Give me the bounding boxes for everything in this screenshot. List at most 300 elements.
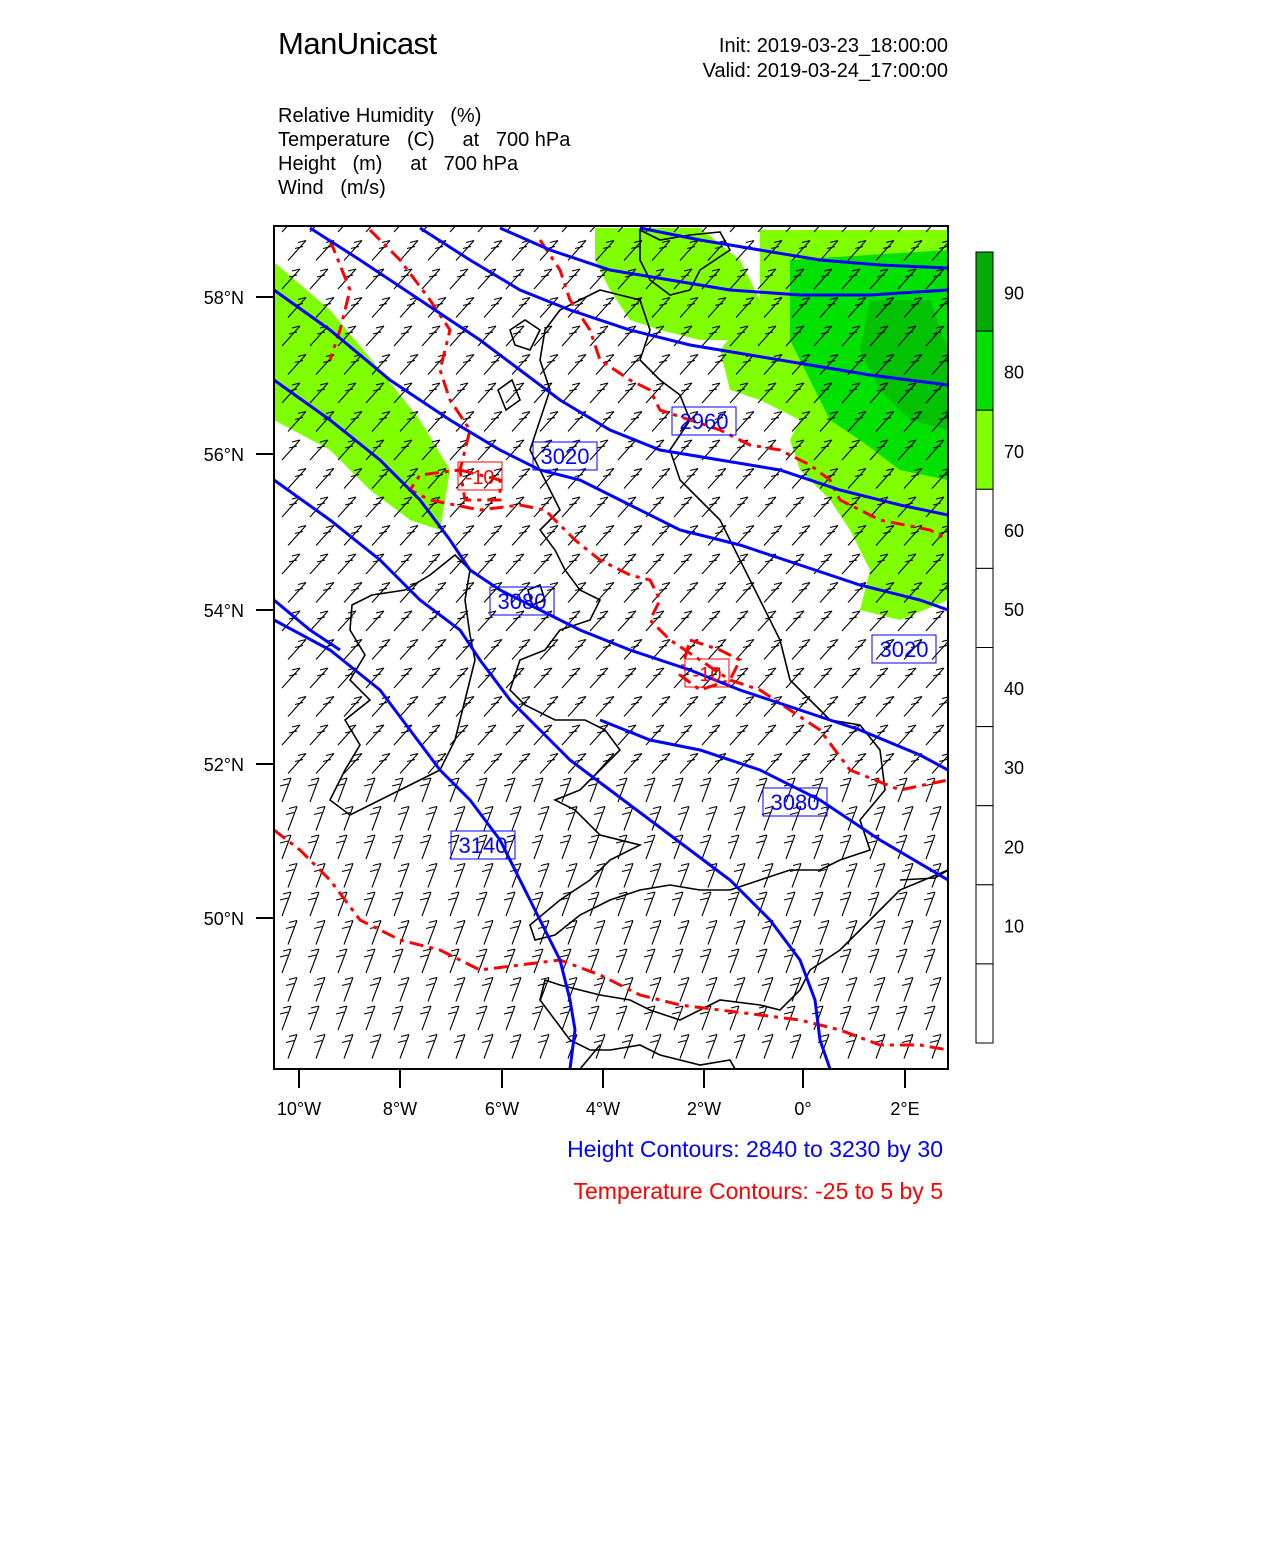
wind-barb bbox=[394, 668, 412, 688]
wind-barb bbox=[930, 921, 941, 945]
wind-barb bbox=[792, 640, 810, 660]
wind-barb bbox=[482, 978, 493, 1002]
wind-barb bbox=[398, 864, 409, 888]
wind-barb bbox=[366, 326, 384, 346]
wind-barb bbox=[504, 778, 515, 802]
wind-barb bbox=[896, 949, 907, 973]
wind-barb bbox=[308, 892, 319, 916]
height-contour-note: Height Contours: 2840 to 3230 by 30 bbox=[567, 1136, 943, 1162]
wind-barb bbox=[512, 412, 530, 432]
wind-barb bbox=[874, 864, 885, 888]
wind-barb bbox=[680, 583, 698, 603]
wind-barb bbox=[876, 754, 894, 774]
wind-barb bbox=[454, 807, 465, 831]
wind-barb bbox=[728, 835, 739, 859]
wind-barb bbox=[706, 921, 717, 945]
wind-barb bbox=[562, 554, 580, 574]
wind-barb bbox=[596, 469, 614, 489]
lon-tick-label: 8°W bbox=[382, 1099, 418, 1119]
wind-barb bbox=[484, 526, 502, 546]
wind-barb bbox=[728, 1006, 739, 1030]
wind-barb bbox=[400, 241, 418, 261]
colorbar-box bbox=[976, 806, 993, 885]
wind-barb bbox=[314, 1035, 325, 1059]
wind-barb bbox=[338, 212, 356, 232]
wind-barb bbox=[364, 892, 375, 916]
wind-barb bbox=[734, 807, 745, 831]
wind-barb bbox=[512, 526, 530, 546]
wind-barb bbox=[450, 269, 468, 289]
wind-barb bbox=[510, 807, 521, 831]
wind-barb bbox=[400, 526, 418, 546]
wind-barb bbox=[370, 807, 381, 831]
wind-barb bbox=[420, 778, 431, 802]
wind-barb bbox=[594, 807, 605, 831]
wind-barb bbox=[672, 778, 683, 802]
wind-barb bbox=[282, 497, 300, 517]
wind-barb bbox=[896, 1006, 907, 1030]
lat-tick-label: 58°N bbox=[203, 288, 244, 308]
colorbar-label: 60 bbox=[1004, 520, 1025, 541]
wind-barb bbox=[758, 497, 776, 517]
wind-barb bbox=[898, 668, 916, 688]
wind-barb bbox=[846, 978, 857, 1002]
variable-wind: Wind (m/s) bbox=[278, 177, 386, 199]
colorbar-box bbox=[976, 252, 993, 331]
colorbar-box bbox=[976, 964, 993, 1043]
wind-barb bbox=[282, 440, 300, 460]
wind-barb bbox=[398, 807, 409, 831]
wind-barb bbox=[454, 1035, 465, 1059]
wind-barb bbox=[422, 269, 440, 289]
wind-barb bbox=[812, 892, 823, 916]
wind-barb bbox=[924, 949, 935, 973]
wind-barb bbox=[730, 668, 748, 688]
colorbar-label: 10 bbox=[1004, 916, 1025, 937]
wind-barb bbox=[478, 269, 496, 289]
wind-barb bbox=[708, 583, 726, 603]
colorbar-box bbox=[976, 568, 993, 647]
wind-barb bbox=[926, 611, 944, 631]
wind-barb bbox=[280, 835, 291, 859]
wind-barb bbox=[680, 355, 698, 375]
wind-barb bbox=[596, 697, 614, 717]
wind-barb bbox=[286, 864, 297, 888]
wind-barb bbox=[454, 921, 465, 945]
wind-barb bbox=[484, 355, 502, 375]
wind-barb bbox=[314, 864, 325, 888]
wind-barb bbox=[484, 298, 502, 318]
wind-barb bbox=[624, 583, 642, 603]
wind-barb bbox=[708, 526, 726, 546]
lon-tick-label: 2°E bbox=[890, 1099, 920, 1119]
wind-barb bbox=[506, 554, 524, 574]
lon-tick-label: 0° bbox=[794, 1099, 812, 1119]
colorbar-label: 90 bbox=[1004, 283, 1025, 304]
wind-barb bbox=[736, 697, 754, 717]
wind-barb bbox=[372, 241, 390, 261]
wind-barb bbox=[538, 807, 549, 831]
wind-barb bbox=[730, 497, 748, 517]
wind-barb bbox=[308, 835, 319, 859]
wind-barb bbox=[370, 1035, 381, 1059]
wind-barb bbox=[680, 754, 698, 774]
wind-barb bbox=[280, 892, 291, 916]
wind-barb bbox=[814, 668, 832, 688]
wind-barb bbox=[316, 526, 334, 546]
wind-barb bbox=[734, 978, 745, 1002]
wind-barb bbox=[820, 583, 838, 603]
wind-barb bbox=[534, 668, 552, 688]
wind-barb bbox=[562, 383, 580, 403]
wind-barb bbox=[512, 469, 530, 489]
wind-barb bbox=[370, 921, 381, 945]
wind-barb bbox=[652, 583, 670, 603]
wind-barb bbox=[560, 835, 571, 859]
wind-barb bbox=[310, 269, 328, 289]
wind-barb bbox=[308, 778, 319, 802]
wind-barb bbox=[924, 835, 935, 859]
wind-barb bbox=[288, 697, 306, 717]
wind-barb bbox=[456, 526, 474, 546]
wind-barb bbox=[336, 949, 347, 973]
wind-barb bbox=[512, 298, 530, 318]
wind-barb bbox=[448, 949, 459, 973]
wind-barb bbox=[478, 383, 496, 403]
longitude-axis bbox=[277, 1069, 920, 1119]
wind-barb bbox=[392, 1006, 403, 1030]
wind-barb bbox=[426, 921, 437, 945]
map-title: ManUnicast bbox=[278, 26, 437, 61]
wind-barb bbox=[456, 754, 474, 774]
wind-barb bbox=[624, 355, 642, 375]
wind-barb bbox=[478, 212, 496, 232]
wind-barb bbox=[400, 640, 418, 660]
wind-barb bbox=[286, 978, 297, 1002]
wind-barb bbox=[708, 355, 726, 375]
wind-barb bbox=[594, 921, 605, 945]
wind-barb bbox=[338, 668, 356, 688]
wind-barb bbox=[700, 835, 711, 859]
colorbar-box bbox=[976, 648, 993, 727]
wind-barb bbox=[562, 497, 580, 517]
wind-barb bbox=[840, 892, 851, 916]
wind-barb bbox=[476, 778, 487, 802]
wind-barb bbox=[400, 697, 418, 717]
wind-barb bbox=[622, 807, 633, 831]
wind-barb bbox=[702, 497, 720, 517]
wind-barb bbox=[400, 355, 418, 375]
wind-barb bbox=[392, 949, 403, 973]
wind-barb bbox=[482, 864, 493, 888]
wind-barb bbox=[484, 241, 502, 261]
wind-barb bbox=[420, 949, 431, 973]
wind-barb bbox=[728, 949, 739, 973]
wind-barb bbox=[616, 1006, 627, 1030]
wind-barb bbox=[510, 921, 521, 945]
wind-barb bbox=[730, 611, 748, 631]
wind-barb bbox=[846, 1035, 857, 1059]
colorbar-box bbox=[976, 885, 993, 964]
wind-barb bbox=[398, 1035, 409, 1059]
wind-barb bbox=[812, 949, 823, 973]
wind-barb bbox=[652, 526, 670, 546]
lon-tick-label: 2°W bbox=[686, 1099, 722, 1119]
wind-barb bbox=[366, 269, 384, 289]
wind-barb bbox=[534, 554, 552, 574]
wind-barb bbox=[842, 554, 860, 574]
wind-barb bbox=[426, 807, 437, 831]
wind-barb bbox=[680, 469, 698, 489]
wind-barb bbox=[702, 611, 720, 631]
wind-barb bbox=[674, 440, 692, 460]
wind-barb bbox=[448, 835, 459, 859]
wind-barb bbox=[308, 1006, 319, 1030]
wind-barb bbox=[428, 583, 446, 603]
lon-tick-label: 10°W bbox=[276, 1099, 322, 1119]
wind-barb bbox=[734, 1035, 745, 1059]
colorbar-box bbox=[976, 331, 993, 410]
wind-barb bbox=[930, 978, 941, 1002]
wind-barb bbox=[758, 725, 776, 745]
wind-barb bbox=[652, 640, 670, 660]
wind-barb bbox=[874, 807, 885, 831]
wind-barb bbox=[820, 526, 838, 546]
wind-barb bbox=[926, 725, 944, 745]
wind-barb bbox=[924, 892, 935, 916]
wind-barb bbox=[534, 269, 552, 289]
lat-tick-label: 52°N bbox=[203, 755, 244, 775]
wind-barb bbox=[818, 978, 829, 1002]
wind-barb bbox=[652, 697, 670, 717]
wind-barb bbox=[820, 754, 838, 774]
wind-barb bbox=[708, 469, 726, 489]
wind-barb bbox=[512, 754, 530, 774]
wind-barb bbox=[678, 807, 689, 831]
wind-barb bbox=[476, 1006, 487, 1030]
wind-barb bbox=[310, 725, 328, 745]
wind-barb bbox=[758, 212, 776, 232]
lat-tick-label: 50°N bbox=[203, 909, 244, 929]
wind-barb bbox=[288, 241, 306, 261]
variable-height: Height (m) at 700 hPa bbox=[278, 153, 519, 175]
wind-barb bbox=[566, 864, 577, 888]
wind-barb bbox=[422, 725, 440, 745]
wind-barb bbox=[736, 583, 754, 603]
wind-barb bbox=[400, 298, 418, 318]
wind-barb bbox=[366, 212, 384, 232]
wind-barb bbox=[568, 355, 586, 375]
wind-barb bbox=[784, 835, 795, 859]
wind-barb bbox=[678, 978, 689, 1002]
wind-barb bbox=[478, 326, 496, 346]
wind-barb bbox=[840, 1006, 851, 1030]
colorbar-label: 30 bbox=[1004, 758, 1025, 779]
wind-barb bbox=[792, 583, 810, 603]
wind-barb bbox=[484, 697, 502, 717]
wind-barb bbox=[786, 725, 804, 745]
wind-barb bbox=[786, 497, 804, 517]
wind-barb bbox=[924, 1006, 935, 1030]
wind-barb bbox=[372, 526, 390, 546]
wind-barb bbox=[532, 949, 543, 973]
wind-barb bbox=[392, 892, 403, 916]
wind-barb bbox=[588, 949, 599, 973]
wind-barb bbox=[848, 640, 866, 660]
wind-barb bbox=[596, 298, 614, 318]
wind-barb bbox=[786, 611, 804, 631]
wind-barb bbox=[344, 583, 362, 603]
wind-barb bbox=[280, 1006, 291, 1030]
wind-barb bbox=[422, 383, 440, 403]
wind-barb bbox=[652, 355, 670, 375]
wind-barb bbox=[874, 921, 885, 945]
wind-barb bbox=[372, 298, 390, 318]
wind-barb bbox=[478, 725, 496, 745]
wind-barb bbox=[588, 1006, 599, 1030]
wind-barb bbox=[756, 1006, 767, 1030]
wind-barb bbox=[450, 212, 468, 232]
wind-barb bbox=[482, 921, 493, 945]
wind-barb bbox=[784, 892, 795, 916]
wind-barb bbox=[926, 668, 944, 688]
valid-time: Valid: 2019-03-24_17:00:00 bbox=[702, 60, 948, 82]
wind-barb bbox=[370, 978, 381, 1002]
wind-barb bbox=[338, 611, 356, 631]
wind-barb bbox=[506, 668, 524, 688]
wind-barb bbox=[426, 1035, 437, 1059]
wind-barb bbox=[366, 725, 384, 745]
wind-barb bbox=[644, 892, 655, 916]
wind-barb bbox=[308, 949, 319, 973]
wind-barb bbox=[792, 526, 810, 546]
wind-barb bbox=[764, 412, 782, 432]
wind-barb bbox=[538, 864, 549, 888]
wind-barb bbox=[678, 864, 689, 888]
wind-barb bbox=[282, 668, 300, 688]
wind-barb bbox=[652, 412, 670, 432]
wind-barb bbox=[506, 212, 524, 232]
wind-barb bbox=[820, 640, 838, 660]
latitude-axis bbox=[204, 288, 274, 929]
wind-barb bbox=[590, 725, 608, 745]
wind-barb bbox=[590, 668, 608, 688]
wind-barb bbox=[372, 754, 390, 774]
wind-barb bbox=[674, 725, 692, 745]
wind-barb bbox=[420, 1006, 431, 1030]
wind-barb bbox=[736, 640, 754, 660]
wind-barb bbox=[702, 212, 720, 232]
wind-barb bbox=[478, 611, 496, 631]
wind-barb bbox=[596, 526, 614, 546]
wind-barb bbox=[868, 1006, 879, 1030]
wind-barb bbox=[678, 921, 689, 945]
wind-barb bbox=[506, 725, 524, 745]
wind-barb bbox=[336, 1006, 347, 1030]
wind-barb bbox=[286, 921, 297, 945]
wind-barb bbox=[706, 1035, 717, 1059]
wind-barb bbox=[736, 469, 754, 489]
wind-barb bbox=[344, 640, 362, 660]
wind-barb bbox=[616, 949, 627, 973]
wind-barb bbox=[562, 212, 580, 232]
wind-barb bbox=[420, 835, 431, 859]
wind-barb bbox=[904, 754, 922, 774]
wind-barb bbox=[560, 1006, 571, 1030]
wind-barb bbox=[764, 583, 782, 603]
wind-barb bbox=[394, 611, 412, 631]
wind-barb bbox=[316, 469, 334, 489]
wind-barb bbox=[398, 978, 409, 1002]
wind-barb bbox=[448, 1006, 459, 1030]
wind-barb bbox=[400, 583, 418, 603]
wind-barb bbox=[476, 892, 487, 916]
wind-barb bbox=[902, 978, 913, 1002]
wind-barb bbox=[624, 754, 642, 774]
wind-barb bbox=[448, 892, 459, 916]
wind-barb bbox=[868, 949, 879, 973]
wind-barb bbox=[540, 412, 558, 432]
wind-barb bbox=[646, 611, 664, 631]
wind-barb bbox=[280, 778, 291, 802]
wind-barb bbox=[730, 725, 748, 745]
wind-barb bbox=[286, 1035, 297, 1059]
wind-barb bbox=[504, 892, 515, 916]
wind-barb bbox=[678, 1035, 689, 1059]
wind-barb bbox=[736, 241, 754, 261]
lon-tick-label: 6°W bbox=[484, 1099, 520, 1119]
wind-barb bbox=[484, 640, 502, 660]
wind-barb bbox=[506, 611, 524, 631]
lat-tick-label: 54°N bbox=[203, 601, 244, 621]
wind-barb bbox=[280, 949, 291, 973]
wind-barb bbox=[454, 864, 465, 888]
wind-barb bbox=[812, 835, 823, 859]
wind-barb bbox=[534, 212, 552, 232]
wind-barb bbox=[538, 1035, 549, 1059]
wind-barb bbox=[756, 949, 767, 973]
wind-barb bbox=[540, 640, 558, 660]
wind-barb bbox=[790, 921, 801, 945]
wind-barb bbox=[624, 526, 642, 546]
wind-barb bbox=[702, 554, 720, 574]
wind-barb bbox=[730, 212, 748, 232]
wind-barb bbox=[590, 383, 608, 403]
wind-barb bbox=[756, 778, 767, 802]
wind-barb bbox=[874, 978, 885, 1002]
wind-barb bbox=[734, 921, 745, 945]
wind-barb bbox=[568, 697, 586, 717]
wind-barb bbox=[594, 978, 605, 1002]
wind-barb bbox=[342, 921, 353, 945]
wind-barb bbox=[814, 611, 832, 631]
wind-barb bbox=[650, 978, 661, 1002]
wind-barb bbox=[764, 754, 782, 774]
wind-barb bbox=[646, 383, 664, 403]
colorbar-label: 50 bbox=[1004, 599, 1025, 620]
colorbar-box bbox=[976, 727, 993, 806]
temperature-contour-note: Temperature Contours: -25 to 5 by 5 bbox=[573, 1178, 943, 1204]
wind-barb bbox=[422, 212, 440, 232]
wind-barb bbox=[674, 554, 692, 574]
wind-barb bbox=[426, 978, 437, 1002]
variable-rh: Relative Humidity (%) bbox=[278, 105, 482, 127]
height-contour-label: 3020 bbox=[540, 444, 590, 469]
wind-barb bbox=[674, 497, 692, 517]
wind-barb bbox=[590, 440, 608, 460]
wind-barb bbox=[846, 921, 857, 945]
wind-barb bbox=[622, 921, 633, 945]
